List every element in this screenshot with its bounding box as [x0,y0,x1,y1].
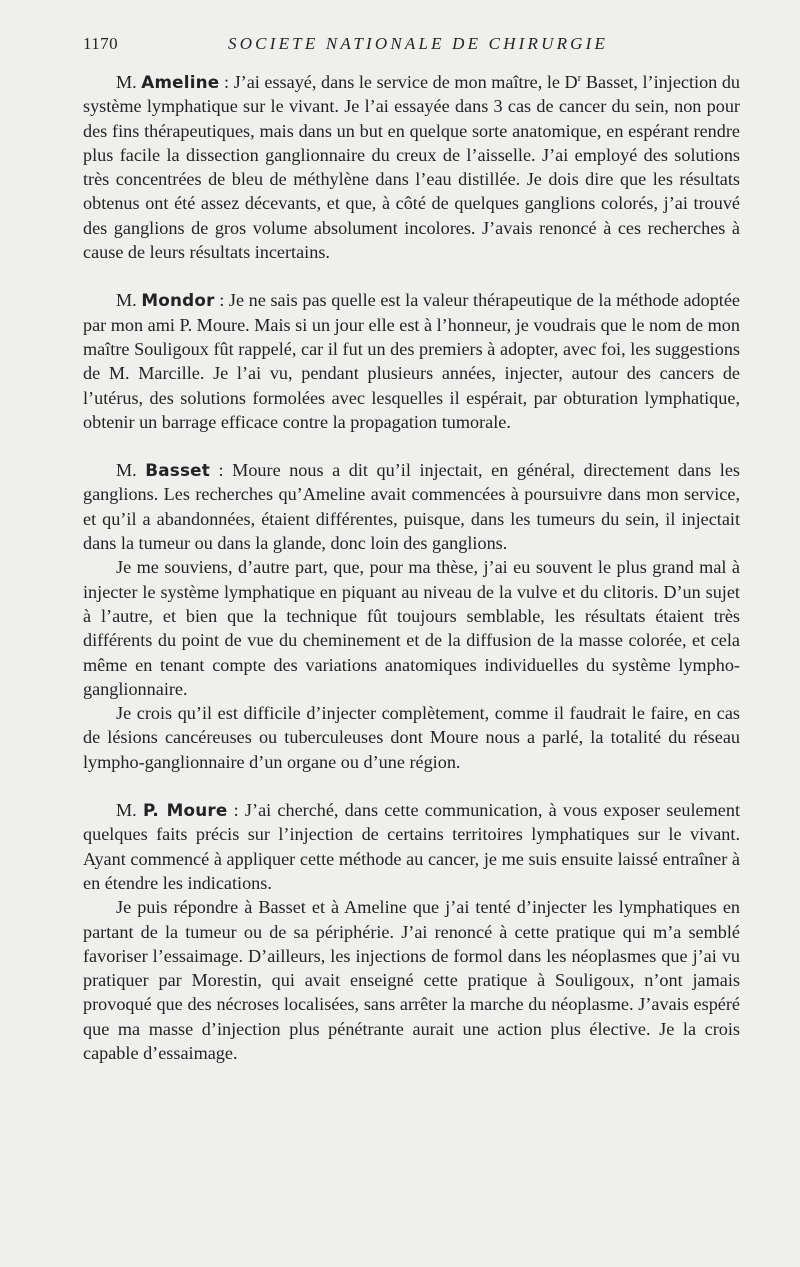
paragraph-continuation: Je puis répondre à Basset et à Ameline que j’ai tenté d’injecter les lymphatiques en partant de la tumeur ou de sa périphérie. J’ai renoncé à cette pratique qui m’a semblé favoriser l’essaimage. D’ailleurs, les injections de formol dans les néoplasmes que j’ai vu pratiquer par Morestin, qui avait enseigné cette pratique à Souligoux, n’ont jamais provoqué que des nécroses localisées, sans arrêter la marche du néoplasme. J’avais espéré que ma masse d’injection plus pénétrante aurait une action plus élective. Je la crois capable d’essaimage. [83,897,740,1063]
paragraph-text: : Je ne sais pas quelle est la valeur thérapeutique de la méthode adoptée par mon ami P. Moure. Mais si un jour elle est à l’honneur, je voudrais que le nom de mon maître Souligoux fût rappelé, car il fut un des premiers à adopter, avec foi, les suggestions de M. Marcille. Je l’ai vu, pendant plusieurs années, injecter, autour des cancers de l’utérus, des solutions formolées avec lesquelles il espérait, par obturation lymphatique, obtenir un barrage efficace contre la propagation tumorale. [83,290,740,432]
running-head: SOCIETE NATIONALE DE CHIRURGIE [228,34,609,53]
paragraph-text: : J’ai cherché, dans cette communication, à vous exposer seulement quelques faits précis sur l’injection de certains territoires lymphatiques sur le vivant. Ayant commencé à appliquer cette méthode au cancer, je me suis ensuite laissé entraîner à en étendre les indications. [83,800,740,893]
paragraph-continuation: Je me souviens, d’autre part, que, pour ma thèse, j’ai eu souvent le plus grand mal à injecter le système lymphatique en piquant au niveau de la vulve et du clitoris. D’un sujet à l’autre, et bien que la technique fût toujours semblable, les résultats étaient très différents du point de vue du cheminement et de la diffusion de la masse colorée, et cela même en tenant compte des variations anatomiques individuelles du système lympho-ganglionnaire. [83,557,740,699]
paragraph-basset [83,458,740,555]
body-text [83,70,740,1065]
paragraph-text: Basset, l’injection du système lymphatique sur le vivant. Je l’ai essayée dans 3 cas de cancer du sein, non pour des fins thérapeutiques, mais dans un but en quelque sorte anatomique, en espérant rendre plus facile la dissection ganglionnaire du creux de l’aisselle. J’ai employé des solutions très concentrées de bleu de méthylène dans l’eau distillée. Je dois dire que les résultats obtenus ont été assez décevants, et que, à côté de quelques ganglions colorés, j’ai trouvé des ganglions de gros volume absolument incolores. J’avais renoncé à ces recherches à cause de leurs résultats incertains. [83,72,741,263]
speaker-prefix: M. [116,72,142,92]
page-header [83,34,740,58]
speaker-prefix: M. [116,460,146,481]
paragraph-mondor [83,288,740,434]
paragraph-ameline [83,70,740,264]
superscript: r [577,71,582,84]
paragraph-moure [83,798,740,895]
speaker-name: Basset [145,460,210,481]
page-number: 1170 [83,34,118,53]
speaker-name: P. Moure [142,800,228,821]
speaker-name: Ameline [141,72,220,92]
speaker-prefix: M. [116,800,143,821]
paragraph-text: : Moure nous a dit qu’il injectait, en général, directement dans les ganglions. Les recherches qu’Ameline avait commencées à poursuivre dans mon service, et qu’il a abandonnées, étaient différentes, puisque, dans les tumeurs du sein, il injectait dans la tumeur ou dans la glande, donc loin des ganglions. [83,460,740,554]
paragraph-continuation: Je crois qu’il est difficile d’injecter complètement, comme il faudrait le faire, en cas de lésions cancéreuses ou tuberculeuses dont Moure nous a parlé, la totalité du réseau lympho-ganglionnaire d’un organe ou d’une région. [83,703,740,772]
speaker-prefix: M. [116,290,142,311]
paragraph-text: : J’ai essayé, dans le service de mon maître, le D [219,72,578,92]
speaker-name: Mondor [141,290,215,311]
